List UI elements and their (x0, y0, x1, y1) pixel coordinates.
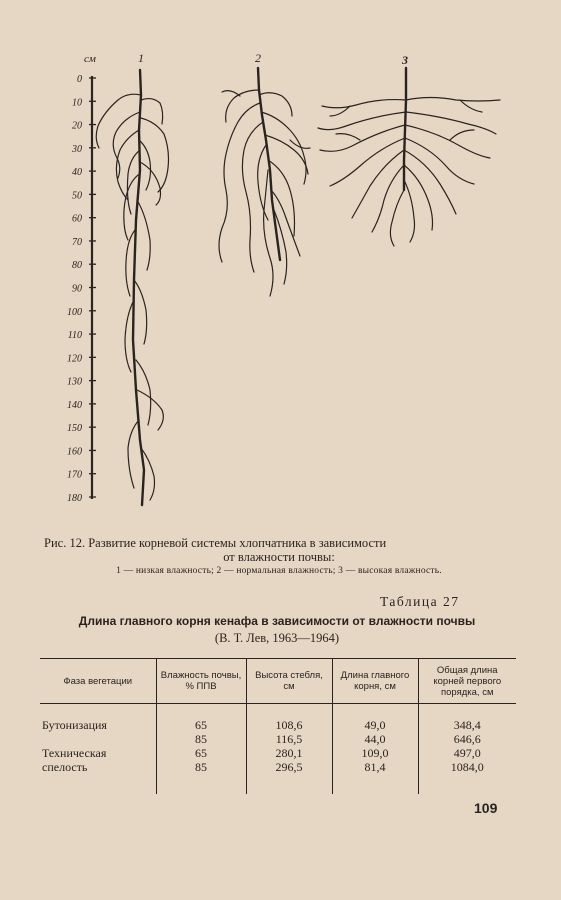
cell-height: 280,1 296,5 (246, 746, 332, 794)
table-row (40, 746, 516, 794)
header-height: Высота стебля, см (246, 659, 332, 704)
plant-label-3: 3 (402, 53, 408, 67)
axis-tick-label: 150 (67, 423, 82, 435)
axis-tick-label: 70 (72, 236, 82, 248)
axis-unit: см (84, 53, 96, 65)
axis-tick-label: 170 (67, 469, 82, 481)
axis-tick-label: 140 (67, 399, 82, 411)
axis-tick-label: 130 (67, 376, 82, 388)
axis-tick-label: 180 (67, 493, 82, 504)
axis-tick-label: 0 (77, 74, 82, 85)
axis-tick-label: 30 (72, 143, 82, 155)
plant-label-2: 2 (255, 51, 261, 65)
cell-moisture: 65 85 (156, 704, 246, 747)
caption-title: Рис. 12. Развитие корневой системы хлопчатника в зависимости (44, 536, 387, 550)
cell-total-length: 348,4 646,6 (418, 704, 516, 747)
header-phase: Фаза вегетации (40, 659, 156, 704)
header-total-length: Общая длина корней первого порядка, см (418, 659, 516, 704)
axis-tick-label: 160 (67, 446, 82, 458)
plant-3-roots (318, 68, 500, 246)
cell-phase: Техническая спелость (42, 746, 107, 774)
plant-label-1: 1 (138, 51, 144, 65)
axis-tick-label: 40 (72, 167, 82, 179)
axis-tick-label: 100 (67, 306, 82, 318)
caption-legend: 1 — низкая влажность; 2 — нормальная влажность; 3 — высокая влажность. (116, 566, 442, 576)
figure-caption (44, 536, 514, 578)
axis-tick-label: 20 (72, 120, 82, 132)
header-root-length: Длина главного корня, см (332, 659, 418, 704)
plant-1-roots (96, 70, 168, 505)
axis-tick-label: 90 (72, 283, 82, 295)
table-header-row (40, 659, 516, 704)
data-table (40, 658, 516, 794)
table-title: Длина главного корня кенафа в зависимости от влажности почвы (78, 614, 476, 628)
axis-tick-label: 60 (72, 213, 82, 225)
depth-axis (67, 53, 96, 504)
cell-phase: Бутонизация (42, 718, 107, 732)
cell-height: 108,6 116,5 (246, 704, 332, 747)
cell-root-length: 49,0 44,0 (332, 704, 418, 747)
axis-tick-label: 50 (72, 190, 82, 202)
axis-tick-label: 120 (67, 353, 82, 365)
axis-tick-label: 110 (67, 330, 82, 342)
axis-tick-label: 10 (72, 97, 82, 109)
cell-root-length: 109,0 81,4 (332, 746, 418, 794)
axis-tick-label: 80 (72, 260, 82, 272)
plant-2-roots (219, 68, 310, 296)
page-number: 109 (474, 800, 498, 816)
header-moisture: Влажность почвы, % ППВ (156, 659, 246, 704)
table-row (40, 704, 516, 747)
cell-total-length: 497,0 1084,0 (418, 746, 516, 794)
table-source: (В. Т. Лев, 1963—1964) (214, 631, 340, 645)
table-label: Таблица 27 (380, 594, 460, 609)
cell-moisture: 65 85 (156, 746, 246, 794)
caption-title-cont: от влажности почвы: (223, 550, 335, 564)
